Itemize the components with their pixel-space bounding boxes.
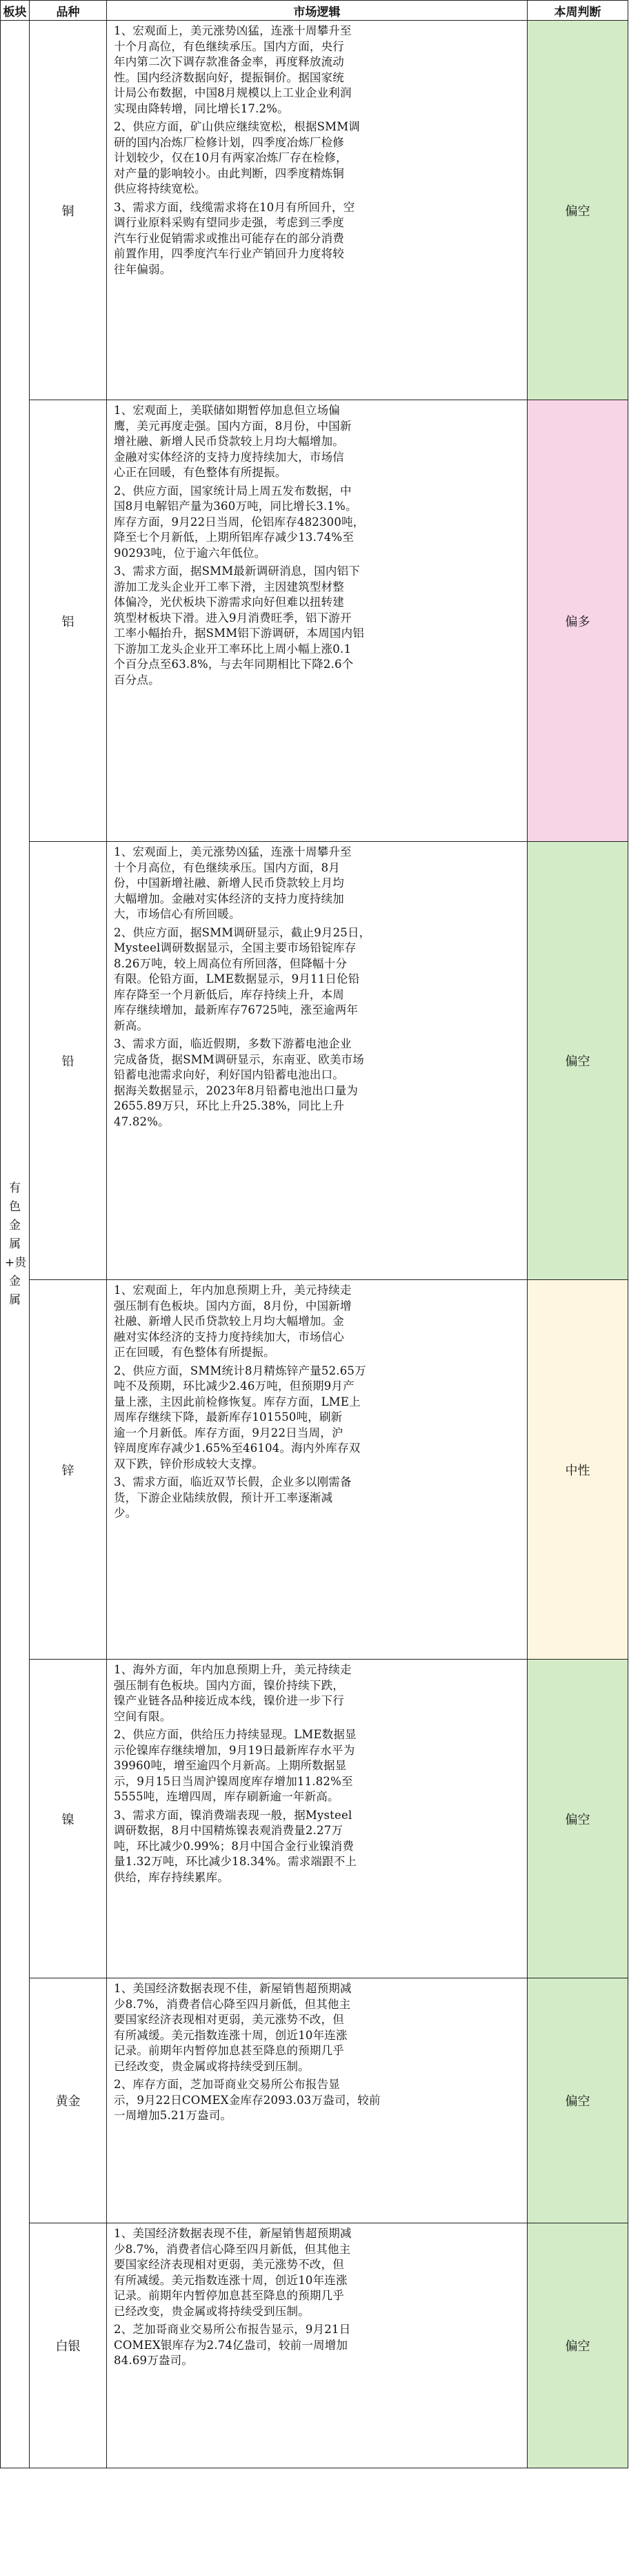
- logic-copper: [107, 21, 528, 400]
- judgment-zinc: 中性: [528, 1280, 628, 1660]
- logic-silver: [107, 2223, 528, 2468]
- variety-gold: 黄金: [30, 1978, 107, 2223]
- header-logic: 市场逻辑: [107, 1, 528, 21]
- judgment-copper: 偏空: [528, 21, 628, 400]
- logic-paragraph: 2、供应方面，据SMM调研显示，截止9月25日， Mysteel调研数据显示，全国主要市场铅锭库存 8.26万吨，较上周高位有所回落，但降幅十分 有限。伦铅方面，LME数据显示，9月11日伦铅 库存降至一个月新低后，库存持续上升，本周 库存继续增加，最新库存76725吨，涨至逾两年 新高。: [114, 925, 371, 1032]
- table-row-zinc: [1, 1280, 628, 1660]
- table-row-silver: [1, 2223, 628, 2468]
- header-judgment: 本周判断: [528, 1, 628, 21]
- logic-paragraph: 2、供应方面，供给压力持续显现。LME数据显 示伦镍库存继续增加，9月19日最新库存水平为 39960吨，增至逾四个月新高。上期所数据显 示，9月15日当周沪镍周度库存增加11.82%至 5555吨，连增四周，库存刷新逾一年新高。: [114, 1728, 357, 1803]
- judgment-lead: 偏空: [528, 842, 628, 1280]
- variety-zinc: 锌: [30, 1280, 107, 1660]
- logic-paragraph: 1、海外方面，年内加息预期上升，美元持续走 强压制有色板块。国内方面，镍价持续下跌， 镍产业链各品种接近成本线，镍价进一步下行 空间有限。: [114, 1663, 352, 1723]
- variety-silver: 白银: [30, 2223, 107, 2468]
- logic-paragraph: 1、宏观面上，年内加息预期上升，美元持续走 强压制有色板块。国内方面，8月份，中国新增 社融、新增人民币贷款较上月均大幅增加。金 融对实体经济的支持力度持续加大，市场信心 正在回暖，有色整体有所提振。: [114, 1284, 352, 1359]
- judgment-aluminum: 偏多: [528, 400, 628, 842]
- judgment-silver: 偏空: [528, 2223, 628, 2468]
- variety-nickel: 镍: [30, 1660, 107, 1978]
- logic-nickel: [107, 1660, 528, 1978]
- table-row-aluminum: [1, 400, 628, 842]
- judgment-nickel: 偏空: [528, 1660, 628, 1978]
- table-row-gold: [1, 1978, 628, 2223]
- logic-paragraph: 2、库存方面，芝加哥商业交易所公布报告显 示，9月22日COMEX金库存2093.03万盎司，较前 一周增加5.21万盎司。: [114, 2078, 381, 2122]
- logic-paragraph: 3、需求方面，镍消费端表现一般，据Mysteel 调研数据，8月中国精炼镍表观消费量2.27万 吨，环比减少0.99%；8月中国合金行业镍消费 量1.32万吨，环比减少18.34%。需求端跟不上 供给，库存持续累库。: [114, 1808, 357, 1884]
- logic-paragraph: 1、美国经济数据表现不佳，新屋销售超预期减 少8.7%，消费者信心降至四月新低，但其他主 要国家经济表现相对更弱，美元涨势不改，但 有所减缓。美元指数连涨十周，创近10年连涨 记录。前期年内暂停加息甚至降息的预期几乎 已经改变，贵金属或将持续受到压制。: [114, 1982, 352, 2073]
- table-row-nickel: [1, 1660, 628, 1978]
- logic-gold: [107, 1978, 528, 2223]
- variety-lead: 铅: [30, 842, 107, 1280]
- logic-paragraph: 3、需求方面，据SMM最新调研消息，国内铝下 游加工龙头企业开工率下滑，主因建筑型材整 体偏冷，光伏板块下游需求向好但难以扭转建 筑型材板块下滑。进入9月消费旺季，铝下游开 工率小幅抬升，据SMM铝下游调研，本周国内铝 下游加工龙头企业开工率环比上周小幅上涨0.1 个百分点至63.8%，与去年同期相比下降2.6个 百分点。: [114, 564, 364, 687]
- logic-paragraph: 2、供应方面，国家统计局上周五发布数据，中 国8月电解铝产量为360万吨，同比增长3.1%。 库存方面，9月22日当周，伦铝库存482300吨， 降至七个月新低，上期所铝库存减少13.74%至 90293吨，位于逾六年低位。: [114, 484, 365, 560]
- judgment-gold: 偏空: [528, 1978, 628, 2223]
- logic-paragraph: 2、供应方面，SMM统计8月精炼锌产量52.65万 吨不及预期，环比减少2.46万吨，但预期9月产 量上涨，主因此前检修恢复。库存方面，LME上 周库存继续下降，最新库存101550吨，刷新 逾一个月新低。库存方面，9月22日当周，沪 锌周度库存减少1.65%至46104。海内外库存双 双下跌，锌价形成较大支撑。: [114, 1364, 366, 1471]
- logic-paragraph: 1、美国经济数据表现不佳，新屋销售超预期减 少8.7%，消费者信心降至四月新低，但其他主 要国家经济表现相对更弱，美元涨势不改，但 有所减缓。美元指数连涨十周，创近10年连涨 记录。前期年内暂停加息甚至降息的预期几乎 已经改变，贵金属或将持续受到压制。: [114, 2227, 352, 2318]
- logic-paragraph: 3、需求方面，临近双节长假，企业多以刚需备 货，下游企业陆续放假，预计开工率逐渐减 少。: [114, 1475, 352, 1520]
- logic-paragraph: 1、宏观面上，美联储如期暂停加息但立场偏 鹰，美元再度走强。国内方面，8月份，中国新 增社融、新增人民币贷款较上月均大幅增加。 金融对实体经济的支持力度持续加大，市场信 心正在回暖，有色整体有所提振。: [114, 404, 352, 479]
- logic-paragraph: 3、需求方面，线缆需求将在10月有所回升，空 调行业原料采购有望同步走强，考虑到三季度 汽车行业促销需求或推出可能存在的部分消费 前置作用，四季度汽车行业产销回升力度将较 往年偏弱。: [114, 200, 355, 276]
- logic-zinc: [107, 1280, 528, 1660]
- logic-paragraph: 2、供应方面，矿山供应继续宽松，根据SMM调 研的国内冶炼厂检修计划，四季度冶炼厂检修 计划较少，仅在10月有两家冶炼厂存在检修， 对产量的影响较小。由此判断，四季度精炼铜 供应将持续宽松。: [114, 120, 360, 195]
- table-header-row: [1, 1, 628, 21]
- logic-paragraph: 2、芝加哥商业交易所公布报告显示，9月21日 COMEX银库存为2.74亿盎司，较前一周增加 84.69万盎司。: [114, 2323, 351, 2367]
- logic-paragraph: 3、需求方面，临近假期，多数下游蓄电池企业 完成备货，据SMM调研显示，东南亚、欧美市场 铅蓄电池需求向好，利好国内铅蓄电池出口。 据海关数据显示，2023年8月铅蓄电池出口量为 2655.89万只，环比上升25.38%，同比上升 47.82%。: [114, 1037, 364, 1128]
- block-label: 有色金属+贵金属: [1, 21, 30, 2468]
- table-row-copper: [1, 21, 628, 400]
- logic-lead: [107, 842, 528, 1280]
- header-variety: 品种: [30, 1, 107, 21]
- variety-aluminum: 铝: [30, 400, 107, 842]
- logic-paragraph: 1、宏观面上，美元涨势凶猛，连涨十周攀升至 十个月高位，有色继续承压。国内方面，央行 年内第二次下调存款准备金率，再度释放流动 性。国内经济数据向好，提振铜价。据国家统 计局公布数据，中国8月规模以上工业企业利润 实现由降转增，同比增长17.2%。: [114, 24, 352, 115]
- logic-aluminum: [107, 400, 528, 842]
- table-row-lead: [1, 842, 628, 1280]
- header-block: 板块: [1, 1, 30, 21]
- logic-paragraph: 1、宏观面上，美元涨势凶猛，连涨十周攀升至 十个月高位，有色继续承压。国内方面，8月 份，中国新增社融、新增人民币贷款较上月均 大幅增加。金融对实体经济的支持力度持续加 大，市场信心有所回暖。: [114, 845, 352, 921]
- variety-copper: 铜: [30, 21, 107, 400]
